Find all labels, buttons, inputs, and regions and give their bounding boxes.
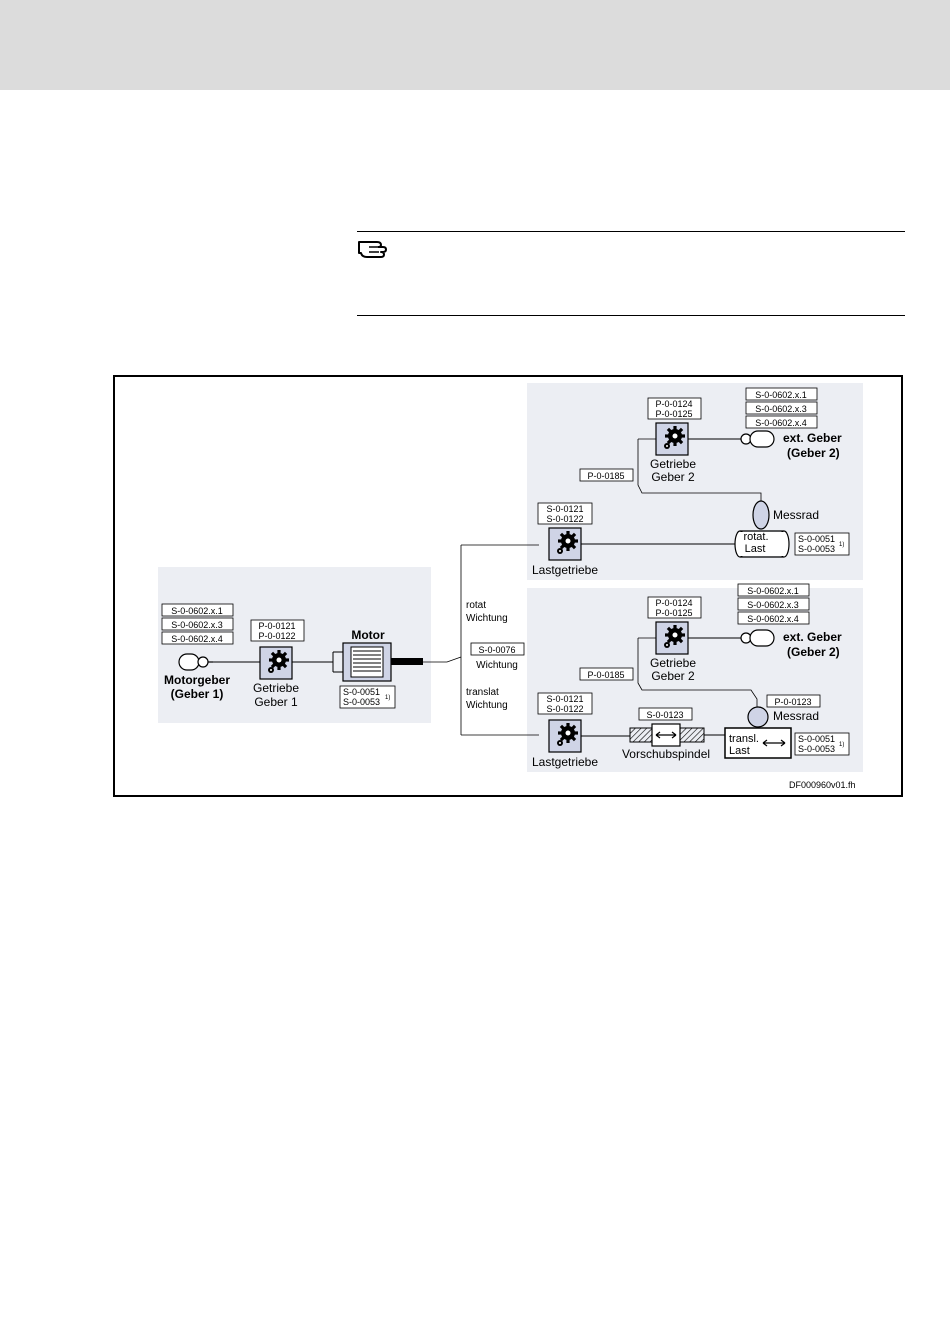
top-load-gear-params bbox=[538, 503, 592, 524]
spindle-param bbox=[639, 708, 692, 720]
rotary-load-sublabel: Last bbox=[744, 543, 766, 555]
param-label: S-0-0122 bbox=[546, 514, 584, 524]
drive-encoder-diagram bbox=[115, 377, 901, 795]
gear-icon bbox=[260, 647, 292, 679]
top-gear2-params bbox=[648, 398, 701, 419]
bottom-gear2-sublabel: Geber 2 bbox=[651, 669, 695, 683]
param-label: S-0-0602.x.3 bbox=[755, 404, 807, 414]
bottom-ext-encoder-sublabel: (Geber 2) bbox=[787, 645, 840, 659]
top-ext-encoder-sublabel: (Geber 2) bbox=[787, 446, 840, 460]
param-label: S-0-0051 bbox=[343, 687, 381, 697]
gear-icon bbox=[656, 423, 688, 455]
top-load-params bbox=[795, 533, 849, 555]
param-label: S-0-0053 bbox=[798, 544, 836, 554]
param-label: P-0-0124 bbox=[655, 598, 693, 608]
param-label: S-0-0602.x.3 bbox=[171, 620, 223, 630]
param-label: P-0-0121 bbox=[258, 621, 296, 631]
param-label: S-0-0123 bbox=[646, 710, 684, 720]
motor-encoder-label: Motorgeber bbox=[164, 673, 230, 687]
linear-load-label: transl. bbox=[729, 733, 759, 745]
rotat-weighting-label: Wichtung bbox=[466, 613, 508, 624]
top-load-gear-label: Lastgetriebe bbox=[531, 563, 599, 577]
bottom-messrad-label: Messrad bbox=[773, 709, 820, 723]
param-label: P-0-0123 bbox=[774, 697, 812, 707]
rotary-load-label: rotat. bbox=[743, 531, 769, 543]
gear-icon bbox=[549, 528, 581, 560]
page-header bbox=[0, 0, 950, 90]
param-label: S-0-0121 bbox=[546, 504, 584, 514]
weighting-label: Wichtung bbox=[476, 660, 518, 671]
gear1-params bbox=[251, 620, 304, 641]
param-label: S-0-0602.x.4 bbox=[747, 614, 799, 624]
translat-weighting-label: Wichtung bbox=[466, 700, 508, 711]
top-ext-encoder-label: ext. Geber bbox=[783, 431, 842, 445]
param-label: S-0-0053 bbox=[343, 697, 381, 707]
param-label: S-0-0051 bbox=[798, 734, 836, 744]
top-p0185-param bbox=[580, 469, 633, 481]
note-bottom-rule bbox=[357, 315, 905, 316]
param-label: P-0-0125 bbox=[655, 409, 693, 419]
param-label: S-0-0076 bbox=[478, 645, 516, 655]
bottom-gear2-params bbox=[648, 597, 701, 618]
param-label: S-0-0051 bbox=[798, 534, 836, 544]
measuring-wheel-icon bbox=[748, 707, 768, 727]
motor-encoder-params bbox=[162, 604, 233, 644]
motor-encoder-sublabel: (Geber 1) bbox=[170, 687, 224, 701]
gear1-sublabel: Geber 1 bbox=[254, 695, 298, 709]
note-top-rule bbox=[357, 231, 905, 232]
bottom-load-gear-label: Lastgetriebe bbox=[531, 755, 599, 769]
param-label: S-0-0122 bbox=[546, 704, 584, 714]
param-label: S-0-0602.x.3 bbox=[747, 600, 799, 610]
param-label: S-0-0602.x.4 bbox=[171, 634, 223, 644]
top-gear2-label: Getriebe bbox=[649, 457, 697, 471]
param-label: S-0-0602.x.1 bbox=[171, 606, 223, 616]
param-label: P-0-0124 bbox=[655, 399, 693, 409]
top-gear2-sublabel: Geber 2 bbox=[651, 470, 695, 484]
bottom-p0123-param bbox=[767, 695, 820, 707]
measuring-wheel-icon bbox=[753, 501, 769, 529]
translat-label: translat bbox=[466, 687, 499, 698]
gear-icon bbox=[656, 622, 688, 654]
motor-params bbox=[340, 686, 395, 708]
weighting-param bbox=[471, 643, 524, 655]
gear1-label: Getriebe bbox=[252, 681, 300, 695]
bottom-gear2-label: Getriebe bbox=[649, 656, 697, 670]
footnote-marker: 1) bbox=[839, 742, 845, 748]
param-label: S-0-0602.x.1 bbox=[747, 586, 799, 596]
motor-label: Motor bbox=[351, 628, 385, 642]
pointing-hand-icon bbox=[357, 236, 393, 260]
top-encoder-params bbox=[746, 388, 817, 428]
spindle-label: Vorschubspindel bbox=[621, 747, 711, 761]
param-label: P-0-0185 bbox=[587, 471, 625, 481]
gear-icon bbox=[549, 720, 581, 752]
bottom-p0185-param bbox=[580, 668, 633, 680]
param-label: S-0-0602.x.1 bbox=[755, 390, 807, 400]
param-label: S-0-0602.x.4 bbox=[755, 418, 807, 428]
param-label: S-0-0121 bbox=[546, 694, 584, 704]
bottom-load-params bbox=[795, 733, 849, 755]
footnote-marker: 1) bbox=[385, 695, 391, 701]
param-label: P-0-0185 bbox=[587, 670, 625, 680]
top-messrad-label: Messrad bbox=[773, 508, 820, 522]
footnote-marker: 1) bbox=[839, 542, 845, 548]
figure-id: DF000960v01.fh bbox=[789, 780, 856, 790]
param-label: P-0-0122 bbox=[258, 631, 296, 641]
param-label: S-0-0053 bbox=[798, 744, 836, 754]
bottom-encoder-params bbox=[738, 584, 809, 624]
bottom-load-gear-params bbox=[538, 693, 592, 714]
param-label: P-0-0125 bbox=[655, 608, 693, 618]
rotat-label: rotat bbox=[466, 600, 487, 611]
linear-load-sublabel: Last bbox=[729, 745, 750, 757]
bottom-ext-encoder-label: ext. Geber bbox=[783, 630, 842, 644]
figure-frame bbox=[113, 375, 903, 797]
